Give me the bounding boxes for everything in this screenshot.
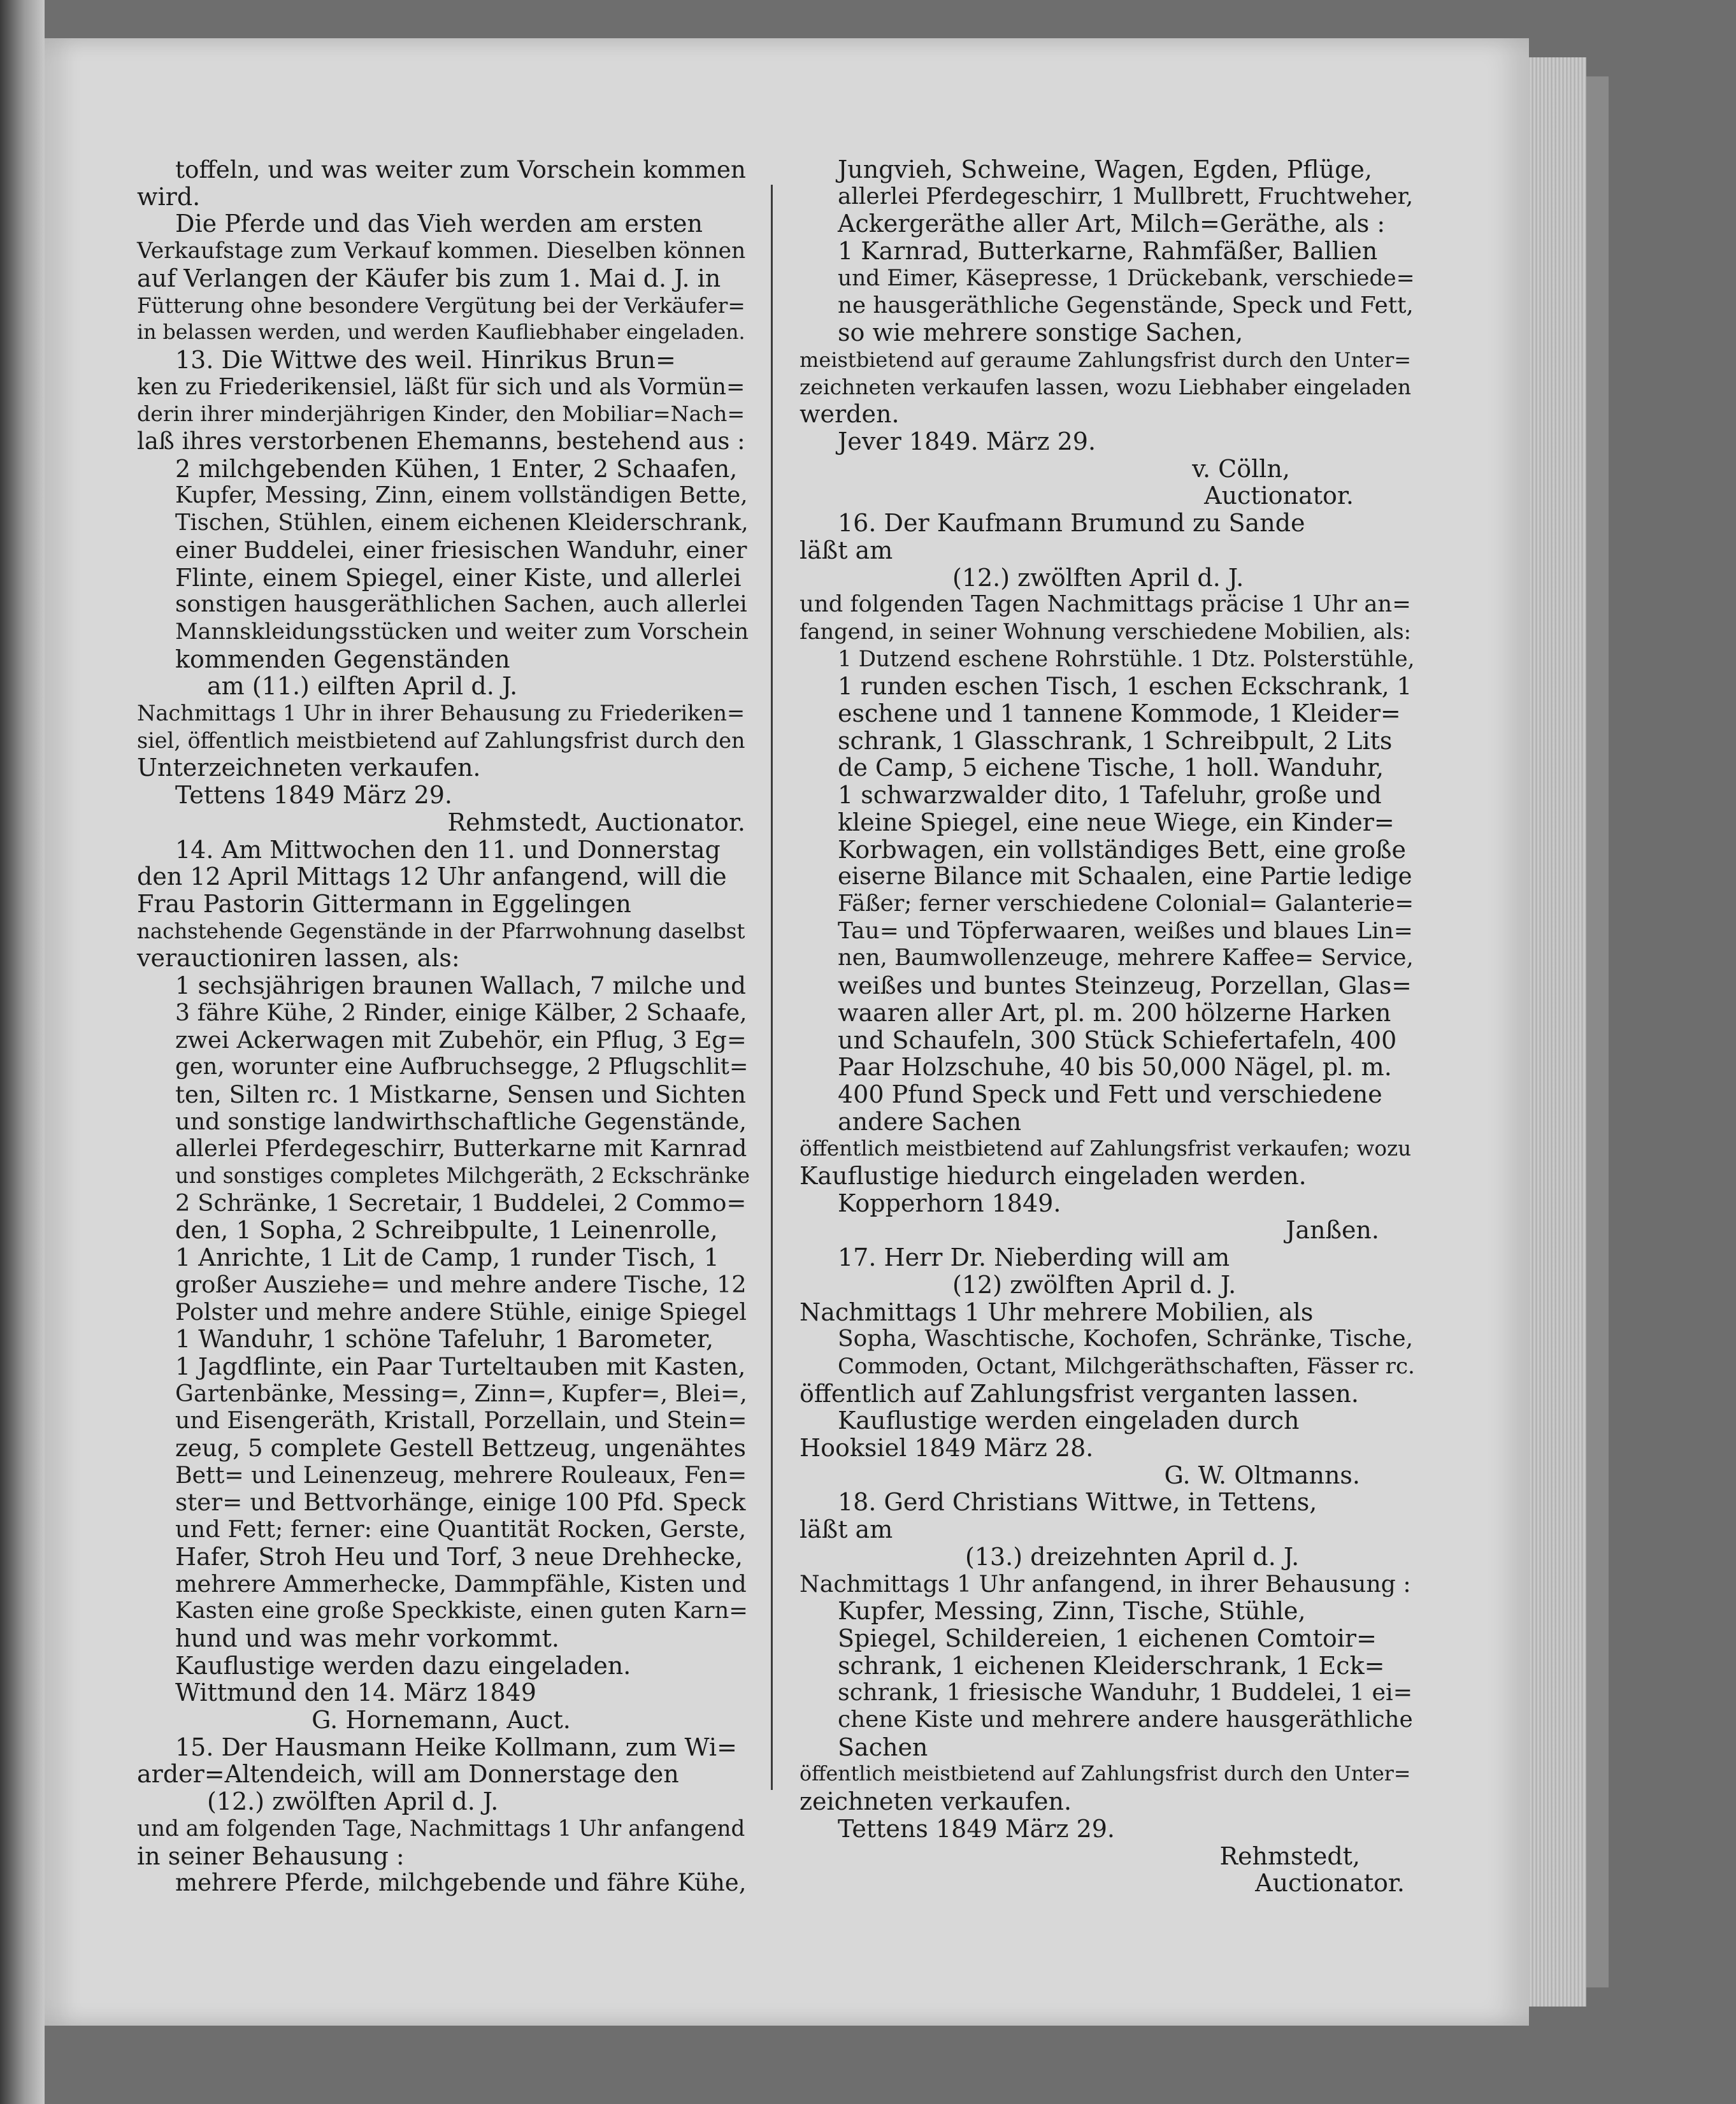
text-line: 1 Jagdflinte, ein Paar Turteltauben mit Kasten,: [175, 1352, 746, 1380]
text-line: nachstehende Gegenstände in der Pfarrwohnung daselbst: [137, 919, 745, 943]
notice-17-heading: 17. Herr Dr. Nieberding will am: [838, 1243, 1230, 1272]
text-line: ten, Silten rc. 1 Mistkarne, Sensen und Sichten: [175, 1080, 746, 1108]
signature: Janßen.: [1286, 1216, 1379, 1245]
text-line: öffentlich meistbietend auf Zahlungsfrist durch den Unter=: [800, 1763, 1411, 1786]
text-line: und folgenden Tagen Nachmittags präcise 1 Uhr an=: [800, 591, 1411, 618]
text-line: Tischen, Stühlen, einem eichenen Kleiderschrank,: [175, 510, 749, 536]
text-line: Kasten eine große Speckkiste, einen guten Karn=: [175, 1598, 748, 1624]
text-line: läßt am: [800, 536, 893, 564]
notice-18-heading: 18. Gerd Christians Wittwe, in Tettens,: [838, 1488, 1317, 1517]
text-line: zeichneten verkaufen.: [800, 1787, 1072, 1816]
text-line: den, 1 Sopha, 2 Schreibpulte, 1 Leinenrolle,: [175, 1216, 718, 1245]
signature-title: Auctionator.: [1255, 1869, 1405, 1898]
text-line: in seiner Behausung :: [137, 1842, 405, 1870]
text-line: öffentlich meistbietend auf Zahlungsfrist verkaufen; wozu: [800, 1136, 1412, 1161]
text-line: nen, Baumwollenzeuge, mehrere Kaffee= Service,: [838, 945, 1414, 971]
text-line: wird.: [137, 182, 201, 211]
text-line: 1 Wanduhr, 1 schöne Tafeluhr, 1 Barometer,: [175, 1325, 714, 1354]
text-line: Nachmittags 1 Uhr in ihrer Behausung zu Friederiken=: [137, 701, 745, 726]
column-rule: [771, 185, 773, 1790]
left-column: [137, 155, 750, 1897]
text-line: eiserne Bilance mit Schaalen, eine Partie ledige: [838, 862, 1412, 891]
auction-date: am (11.) eilften April d. J.: [207, 672, 518, 701]
place-date: Hooksiel 1849 März 28.: [800, 1434, 1094, 1463]
text-line: Fütterung ohne besondere Vergütung bei der Verkäufer=: [137, 293, 745, 318]
text-line: verauctioniren lassen, als:: [137, 944, 460, 973]
text-line: 400 Pfund Speck und Fett und verschiedene: [838, 1080, 1382, 1108]
text-line: meistbietend auf geraume Zahlungsfrist durch den Unter=: [800, 347, 1412, 372]
text-line: Fäßer; ferner verschiedene Colonial= Galanterie=: [838, 890, 1414, 917]
signature-title: Auctionator.: [1204, 482, 1354, 510]
text-line: zwei Ackerwagen mit Zubehör, ein Pflug, 3 Eg=: [175, 1026, 747, 1054]
book-cover-edge: [1586, 76, 1609, 1987]
place-date: Jever 1849. März 29.: [838, 427, 1096, 456]
auction-date: (13.) dreizehnten April d. J.: [965, 1542, 1300, 1571]
text-line: 1 Karnrad, Butterkarne, Rahmfäßer, Ballien: [838, 237, 1378, 266]
signature: G. Hornemann, Auct.: [312, 1706, 571, 1735]
text-line: Verkaufstage zum Verkauf kommen. Dieselben können: [137, 238, 746, 264]
text-line: zeug, 5 complete Gestell Bettzeug, ungenähtes: [175, 1434, 746, 1463]
notice-13-heading: 13. Die Wittwe des weil. Hinrikus Brun=: [175, 345, 676, 374]
text-line: weißes und buntes Steinzeug, Porzellan, Glas=: [838, 971, 1412, 1000]
text-line: Korbwagen, ein vollständiges Bett, eine große: [838, 835, 1407, 864]
text-line: schrank, 1 eichenen Kleiderschrank, 1 Eck=: [838, 1651, 1385, 1680]
text-line: 1 schwarzwalder dito, 1 Tafeluhr, große und: [838, 781, 1382, 810]
text-line: kleine Spiegel, eine neue Wiege, ein Kinder=: [838, 808, 1395, 836]
notice-14-heading: 14. Am Mittwochen den 11. und Donnerstag: [175, 835, 721, 864]
text-line: fangend, in seiner Wohnung verschiedene Mobilien, als:: [800, 619, 1411, 644]
text-line: derin ihrer minderjährigen Kinder, den Mobiliar=Nach=: [137, 401, 745, 427]
text-line: 3 fähre Kühe, 2 Rinder, einige Kälber, 2 Schaafe,: [175, 998, 747, 1026]
text-line: und Fett; ferner: eine Quantität Rocken, Gerste,: [175, 1515, 747, 1543]
text-line: schrank, 1 friesische Wanduhr, 1 Buddelei, 1 ei=: [838, 1678, 1413, 1707]
text-line: und sonstiges completes Milchgeräth, 2 Eckschränke: [175, 1163, 750, 1189]
text-line: Kupfer, Messing, Zinn, Tische, Stühle,: [838, 1597, 1306, 1626]
text-line: und Eisengeräth, Kristall, Porzellain, und Stein=: [175, 1406, 747, 1435]
text-line: andere Sachen: [838, 1107, 1022, 1136]
text-line: arder=Altendeich, will am Donnerstage den: [137, 1760, 679, 1789]
text-line: Flinte, einem Spiegel, einer Kiste, und allerlei: [175, 563, 742, 592]
text-line: toffeln, und was weiter zum Vorschein kommen: [175, 155, 746, 183]
text-line: laß ihres verstorbenen Ehemanns, bestehend aus :: [137, 427, 745, 455]
text-line: und sonstige landwirthschaftliche Gegenstände,: [175, 1107, 747, 1135]
text-line: kommenden Gegenständen: [175, 645, 510, 673]
signature: G. W. Oltmanns.: [1164, 1461, 1360, 1489]
auction-date: (12.) zwölften April d. J.: [952, 563, 1244, 592]
text-line: ne hausgeräthliche Gegenstände, Speck und Fett,: [838, 292, 1414, 318]
text-line: öffentlich auf Zahlungsfrist verganten lassen.: [800, 1379, 1359, 1408]
text-line: werden.: [800, 400, 900, 429]
text-line: 1 Dutzend eschene Rohrstühle. 1 Dtz. Polsterstühle,: [838, 646, 1415, 672]
place-date: Kopperhorn 1849.: [838, 1189, 1061, 1217]
text-line: Nachmittags 1 Uhr mehrere Mobilien, als: [800, 1298, 1314, 1326]
right-column: [800, 155, 1415, 1898]
notice-16-heading: 16. Der Kaufmann Brumund zu Sande: [838, 509, 1305, 538]
text-line: Mannskleidungsstücken und weiter zum Vorschein: [175, 619, 749, 645]
text-line: chene Kiste und mehrere andere hausgeräthliche: [838, 1707, 1413, 1733]
signature: Rehmstedt, Auctionator.: [447, 808, 745, 836]
text-line: Hafer, Stroh Heu und Torf, 3 neue Drehhecke,: [175, 1542, 743, 1571]
text-line: Frau Pastorin Gittermann in Eggelingen: [137, 889, 631, 918]
text-line: Kupfer, Messing, Zinn, einem vollständigen Bette,: [175, 482, 748, 509]
text-line: schrank, 1 Glasschrank, 1 Schreibpult, 2 Lits: [838, 726, 1393, 755]
place-date: Wittmund den 14. März 1849: [175, 1678, 536, 1707]
text-line: zeichneten verkaufen lassen, wozu Liebhaber eingeladen: [800, 374, 1411, 399]
text-line: sonstigen hausgeräthlichen Sachen, auch allerlei: [175, 591, 747, 618]
text-line: Tau= und Töpferwaaren, weißes und blaues Lin=: [838, 917, 1413, 944]
text-line: einer Buddelei, einer friesischen Wanduhr, einer: [175, 536, 747, 564]
text-line: Unterzeichneten verkaufen.: [137, 754, 481, 782]
text-line: großer Ausziehe= und mehre andere Tische, 12: [175, 1270, 747, 1298]
place-date: Tettens 1849 März 29.: [175, 781, 453, 810]
auction-date: (12.) zwölften April d. J.: [207, 1787, 499, 1816]
book-gutter: [0, 0, 45, 2104]
text-line: Bett= und Leinenzeug, mehrere Rouleaux, Fen=: [175, 1461, 747, 1489]
text-line: Ackergeräthe aller Art, Milch=Geräthe, als :: [838, 210, 1386, 238]
text-line: 1 Anrichte, 1 Lit de Camp, 1 runder Tisch, 1: [175, 1243, 719, 1272]
text-line: Sachen: [838, 1733, 928, 1761]
text-line: Kauflustige hiedurch eingeladen werden.: [800, 1162, 1307, 1191]
text-line: allerlei Pferdegeschirr, Butterkarne mit Karnrad: [175, 1134, 747, 1163]
text-line: Kauflustige werden eingeladen durch: [838, 1406, 1300, 1435]
text-line: und Schaufeln, 300 Stück Schiefertafeln, 400: [838, 1026, 1397, 1054]
text-line: Die Pferde und das Vieh werden am ersten: [175, 210, 703, 238]
text-line: Paar Holzschuhe, 40 bis 50,000 Nägel, pl. m.: [838, 1053, 1392, 1082]
text-line: Gartenbänke, Messing=, Zinn=, Kupfer=, Blei=,: [175, 1379, 747, 1407]
text-line: Kauflustige werden dazu eingeladen.: [175, 1651, 631, 1680]
text-line: waaren aller Art, pl. m. 200 hölzerne Harken: [838, 998, 1391, 1027]
text-line: 1 runden eschen Tisch, 1 eschen Eckschrank, 1: [838, 672, 1412, 701]
text-line: Nachmittags 1 Uhr anfangend, in ihrer Behausung :: [800, 1570, 1411, 1598]
text-line: so wie mehrere sonstige Sachen,: [838, 318, 1244, 347]
text-line: gen, worunter eine Aufbruchsegge, 2 Pflugschlit=: [175, 1054, 749, 1080]
text-line: mehrere Ammerhecke, Dammpfähle, Kisten und: [175, 1570, 747, 1598]
text-line: Polster und mehre andere Stühle, einige Spiegel: [175, 1298, 747, 1326]
text-line: 2 milchgebenden Kühen, 1 Enter, 2 Schaafen,: [175, 454, 738, 483]
text-line: eschene und 1 tannene Kommode, 1 Kleider=: [838, 699, 1401, 728]
notice-15-heading: 15. Der Hausmann Heike Kollmann, zum Wi=: [175, 1733, 737, 1761]
text-line: allerlei Pferdegeschirr, 1 Mullbrett, Fruchtweher,: [838, 183, 1414, 210]
text-line: hund und was mehr vorkommt.: [175, 1624, 560, 1652]
text-line: Jungvieh, Schweine, Wagen, Egden, Pflüge,: [838, 155, 1372, 183]
text-line: 1 sechsjährigen braunen Wallach, 7 milche und: [175, 971, 746, 1000]
text-line: und Eimer, Käsepresse, 1 Drückebank, verschiede=: [838, 265, 1415, 291]
page-edges: [1529, 57, 1586, 2007]
auction-date: (12) zwölften April d. J.: [952, 1270, 1237, 1299]
text-line: Sopha, Waschtische, Kochofen, Schränke, Tische,: [838, 1326, 1414, 1352]
text-line: 2 Schränke, 1 Secretair, 1 Buddelei, 2 Commo=: [175, 1189, 747, 1217]
text-line: mehrere Pferde, milchgebende und fähre Kühe,: [175, 1869, 747, 1897]
text-line: siel, öffentlich meistbietend auf Zahlungsfrist durch den: [137, 727, 745, 753]
text-line: ken zu Friederikensiel, läßt für sich und als Vormün=: [137, 373, 745, 400]
signature: Rehmstedt,: [1219, 1842, 1360, 1870]
text-line: de Camp, 5 eichene Tische, 1 holl. Wanduhr,: [838, 754, 1384, 782]
text-line: ster= und Bettvorhänge, einige 100 Pfd. Speck: [175, 1488, 746, 1517]
text-line: läßt am: [800, 1515, 893, 1544]
text-line: den 12 April Mittags 12 Uhr anfangend, will die: [137, 862, 727, 891]
text-line: in belassen werden, und werden Kaufliebhaber eingeladen.: [137, 321, 745, 345]
place-date: Tettens 1849 März 29.: [838, 1814, 1115, 1843]
text-line: Spiegel, Schildereien, 1 eichenen Comtoir=: [838, 1624, 1377, 1652]
signature: v. Cölln,: [1192, 454, 1290, 483]
text-line: Commoden, Octant, Milchgeräthschaften, Fässer rc.: [838, 1353, 1415, 1379]
text-line: auf Verlangen der Käufer bis zum 1. Mai d. J. in: [137, 264, 721, 292]
text-line: und am folgenden Tage, Nachmittags 1 Uhr anfangend: [137, 1815, 745, 1842]
